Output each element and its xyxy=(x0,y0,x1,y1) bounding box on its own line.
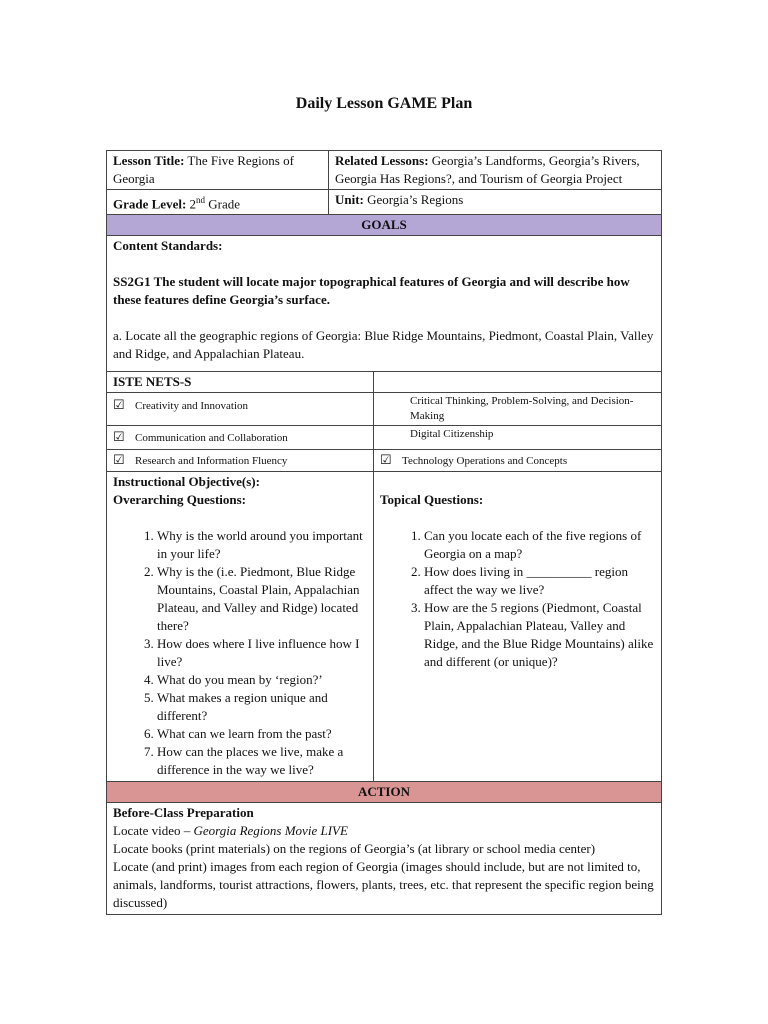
overarching-cell xyxy=(107,472,374,781)
video-line xyxy=(113,822,655,840)
content-standards-label: Content Standards: xyxy=(113,238,223,254)
video-title: Georgia Regions Movie LIVE xyxy=(193,823,348,839)
topical-cell xyxy=(374,472,661,781)
list-item: 3. How are the 5 regions (Piedmont, Coastal Plain, Appalachian Plateau, Valley and Ridge, and the Blue Ridge Mountains) alike and different (or unique)? xyxy=(424,599,655,671)
list-item: 5. What makes a region unique and different? xyxy=(157,689,367,725)
list-item: 7. How can the places we live, make a difference in the way we live? xyxy=(157,743,367,779)
list-item: 2. Why is the (i.e. Piedmont, Blue Ridge Mountains, Coastal Plain, Appalachian Plateau, and Valley and Ridge) located there? xyxy=(157,563,367,635)
iste-standard-label: Digital Citizenship xyxy=(410,428,494,441)
objectives-row xyxy=(107,472,661,782)
lesson-title-value: The Five Regions of Georgia xyxy=(113,153,294,186)
iste-standard-left xyxy=(107,393,374,425)
iste-standard-left xyxy=(107,450,374,471)
action-header-row xyxy=(107,782,661,803)
topical-questions-label: Topical Questions: xyxy=(380,492,484,508)
unit-label: Unit: xyxy=(335,192,364,207)
lesson-title-cell xyxy=(107,151,329,189)
list-item: 2. How does living in __________ region affect the way we live? xyxy=(424,563,655,599)
standard-element-a: a. Locate all the geographic regions of Georgia: Blue Ridge Mountains, Piedmont, Coastal Plain, Valley and Ridge, and Appalachian Plateau. xyxy=(113,328,654,362)
iste-standard-right xyxy=(374,426,661,449)
goals-header-row xyxy=(107,215,661,236)
video-prefix: Locate video – xyxy=(113,823,194,839)
checkbox-checked-icon: ☑ xyxy=(380,452,392,468)
list-item: 3. How does where I live influence how I live? xyxy=(157,635,367,671)
overarching-questions-label: Overarching Questions: xyxy=(113,492,247,508)
iste-row xyxy=(107,393,661,426)
document-title: Daily Lesson GAME Plan xyxy=(295,95,473,112)
images-line: Locate (and print) images from each region of Georgia (images should include, but are not limited to, animals, landforms, tourist attractions, flowers, plants, trees, etc. that represent the specific region being discussed) xyxy=(113,859,654,911)
iste-standard-label: Communication and Collaboration xyxy=(135,432,288,445)
iste-standard-right xyxy=(374,450,661,471)
lesson-plan-table xyxy=(106,150,662,915)
before-class-label: Before-Class Preparation xyxy=(113,805,254,821)
list-item: 4. What do you mean by ‘region?’ xyxy=(157,671,367,689)
list-item: 1. Can you locate each of the five regions of Georgia on a map? xyxy=(424,527,655,563)
iste-header-row xyxy=(107,372,661,393)
iste-row xyxy=(107,450,661,472)
lesson-title-label: Lesson Title: xyxy=(113,153,185,168)
unit-value: Georgia’s Regions xyxy=(363,192,464,207)
grade-level-word: Grade xyxy=(208,196,241,212)
grade-level-label: Grade Level: xyxy=(113,196,187,212)
instructional-objectives-label: Instructional Objective(s): xyxy=(113,474,260,490)
checkbox-checked-icon: ☑ xyxy=(113,452,125,468)
iste-standard-left xyxy=(107,426,374,449)
iste-standard-label: Technology Operations and Concepts xyxy=(402,455,568,468)
iste-standard-label: Critical Thinking, Problem-Solving, and Decision-Making xyxy=(410,395,634,423)
books-line: Locate books (print materials) on the regions of Georgia’s (at library or school media center) xyxy=(113,841,596,857)
related-lessons-label: Related Lessons: xyxy=(335,153,429,168)
grade-level-cell xyxy=(107,190,329,214)
grade-level-number: 2 xyxy=(189,196,197,212)
iste-header-empty xyxy=(374,372,661,392)
list-item: 1. Why is the world around you important in your life? xyxy=(157,527,367,563)
related-lessons-cell xyxy=(329,151,661,189)
goals-header: GOALS xyxy=(361,217,407,233)
standard-ss2g1: SS2G1 The student will locate major topographical features of Georgia and will describe how these features define Georgia’s surface. xyxy=(113,274,630,308)
iste-standard-label: Creativity and Innovation xyxy=(135,400,249,413)
list-item: 6. What can we learn from the past? xyxy=(157,725,367,743)
topical-questions-list xyxy=(380,527,655,671)
iste-label: ISTE NETS-S xyxy=(107,372,374,392)
iste-standard-right xyxy=(374,393,661,425)
lesson-title-row xyxy=(107,151,661,190)
grade-level-suffix: nd xyxy=(196,195,206,205)
action-header: ACTION xyxy=(357,784,410,800)
checkbox-checked-icon: ☑ xyxy=(113,429,125,445)
checkbox-checked-icon: ☑ xyxy=(113,397,125,413)
content-standards-row xyxy=(107,236,661,372)
iste-row xyxy=(107,426,661,450)
content-standards-cell xyxy=(107,236,661,371)
grade-unit-row xyxy=(107,190,661,215)
before-class-row xyxy=(107,803,661,914)
before-class-cell xyxy=(107,803,661,914)
iste-standard-label: Research and Information Fluency xyxy=(135,455,288,468)
related-lessons-value: Georgia’s Landforms, Georgia’s Rivers, Georgia Has Regions?, and Tourism of Georgia Project xyxy=(335,153,640,186)
overarching-questions-list xyxy=(113,527,367,779)
unit-cell xyxy=(329,190,661,214)
